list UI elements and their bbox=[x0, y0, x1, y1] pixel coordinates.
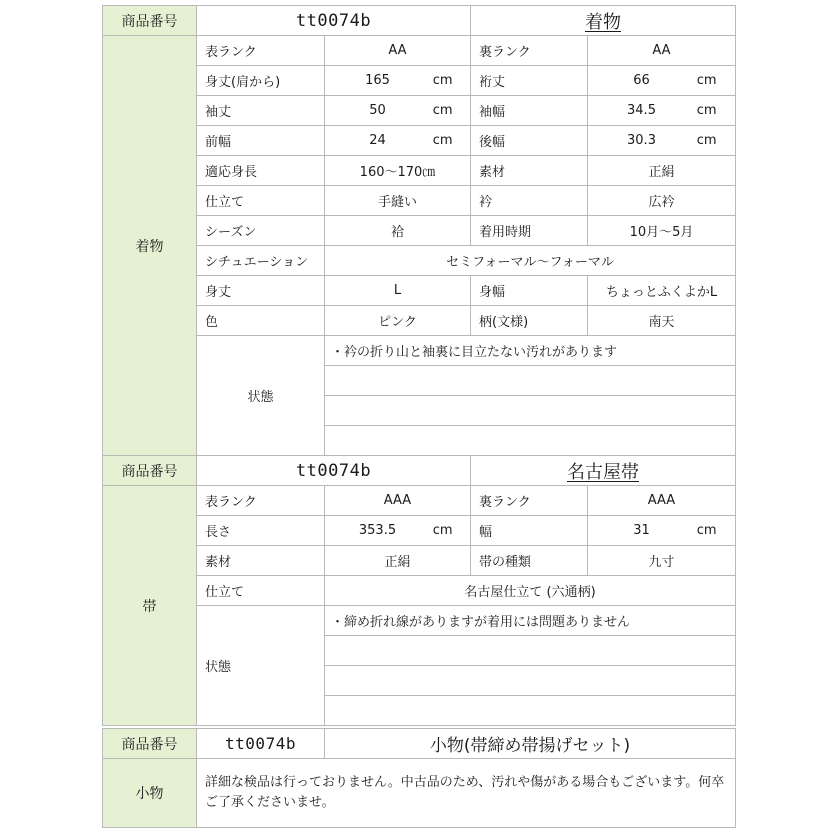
field-label: 色 bbox=[197, 306, 325, 336]
field-value: 31 cm bbox=[588, 516, 736, 546]
field-label: 適応身長 bbox=[197, 156, 325, 186]
product-type: 小物(帯締め帯揚げセット) bbox=[325, 729, 736, 759]
field-label: 袖幅 bbox=[471, 96, 588, 126]
category-label: 小物 bbox=[103, 759, 197, 828]
field-value: ピンク bbox=[325, 306, 471, 336]
field-value: 手縫い bbox=[325, 186, 471, 216]
field-label: 素材 bbox=[197, 546, 325, 576]
field-label: 帯の種類 bbox=[471, 546, 588, 576]
field-label: 身丈 bbox=[197, 276, 325, 306]
field-value: 九寸 bbox=[588, 546, 736, 576]
field-value: ちょっとふくよかL bbox=[588, 276, 736, 306]
field-label: 後幅 bbox=[471, 126, 588, 156]
field-value: 正絹 bbox=[588, 156, 736, 186]
field-label: 裏ランク bbox=[471, 36, 588, 66]
field-label: 柄(文様) bbox=[471, 306, 588, 336]
condition-note bbox=[325, 396, 736, 426]
field-value: 広衿 bbox=[588, 186, 736, 216]
field-value: 353.5 cm bbox=[325, 516, 471, 546]
field-value: AAA bbox=[325, 486, 471, 516]
field-value: 10月〜5月 bbox=[588, 216, 736, 246]
category-label: 着物 bbox=[103, 36, 197, 456]
condition-note bbox=[325, 696, 736, 726]
field-label: 長さ bbox=[197, 516, 325, 546]
product-type-text: 着物 bbox=[585, 11, 621, 33]
field-value: AA bbox=[325, 36, 471, 66]
field-label: 身幅 bbox=[471, 276, 588, 306]
field-value: 袷 bbox=[325, 216, 471, 246]
condition-note bbox=[325, 426, 736, 456]
field-value: 50 cm bbox=[325, 96, 471, 126]
field-label: 袖丈 bbox=[197, 96, 325, 126]
field-label: 裄丈 bbox=[471, 66, 588, 96]
field-label: 表ランク bbox=[197, 486, 325, 516]
field-value: 南天 bbox=[588, 306, 736, 336]
field-value: AA bbox=[588, 36, 736, 66]
field-value: 24 cm bbox=[325, 126, 471, 156]
field-value: AAA bbox=[588, 486, 736, 516]
komono-table bbox=[102, 728, 736, 828]
situation-value: セミフォーマル〜フォーマル bbox=[325, 246, 736, 276]
field-value: 160〜170㎝ bbox=[325, 156, 471, 186]
product-type-text: 名古屋帯 bbox=[567, 461, 639, 483]
product-number-label: 商品番号 bbox=[103, 729, 197, 759]
product-type bbox=[471, 456, 736, 486]
condition-note bbox=[325, 666, 736, 696]
condition-note: ・衿の折り山と袖裏に目立たない汚れがあります bbox=[325, 336, 736, 366]
condition-note bbox=[325, 366, 736, 396]
field-label: 表ランク bbox=[197, 36, 325, 66]
field-value: 66 cm bbox=[588, 66, 736, 96]
field-value: 34.5 cm bbox=[588, 96, 736, 126]
situation-label: シチュエーション bbox=[197, 246, 325, 276]
product-code: tt0074b bbox=[197, 6, 471, 36]
field-label: 仕立て bbox=[197, 186, 325, 216]
product-code: tt0074b bbox=[197, 729, 325, 759]
tailoring-label: 仕立て bbox=[197, 576, 325, 606]
product-number-label: 商品番号 bbox=[103, 456, 197, 486]
field-label: 幅 bbox=[471, 516, 588, 546]
field-label: 裏ランク bbox=[471, 486, 588, 516]
description: 詳細な検品は行っておりません。中古品のため、汚れや傷がある場合もございます。何卒ご了承くださいませ。 bbox=[197, 759, 736, 828]
field-value: 30.3 cm bbox=[588, 126, 736, 156]
field-label: 前幅 bbox=[197, 126, 325, 156]
category-label: 帯 bbox=[103, 486, 197, 726]
field-value: 正絹 bbox=[325, 546, 471, 576]
field-label: 身丈(肩から) bbox=[197, 66, 325, 96]
tailoring-value: 名古屋仕立て (六通柄) bbox=[325, 576, 736, 606]
product-number-label: 商品番号 bbox=[103, 6, 197, 36]
field-label: 素材 bbox=[471, 156, 588, 186]
field-label: シーズン bbox=[197, 216, 325, 246]
condition-note bbox=[325, 636, 736, 666]
field-value: 165 cm bbox=[325, 66, 471, 96]
field-label: 着用時期 bbox=[471, 216, 588, 246]
field-label: 衿 bbox=[471, 186, 588, 216]
product-code: tt0074b bbox=[197, 456, 471, 486]
condition-label: 状態 bbox=[197, 336, 325, 456]
condition-note: ・締め折れ線がありますが着用には問題ありません bbox=[325, 606, 736, 636]
kimono-table bbox=[102, 5, 736, 456]
product-type bbox=[471, 6, 736, 36]
field-value: L bbox=[325, 276, 471, 306]
condition-label: 状態 bbox=[197, 606, 325, 726]
obi-table bbox=[102, 455, 736, 726]
